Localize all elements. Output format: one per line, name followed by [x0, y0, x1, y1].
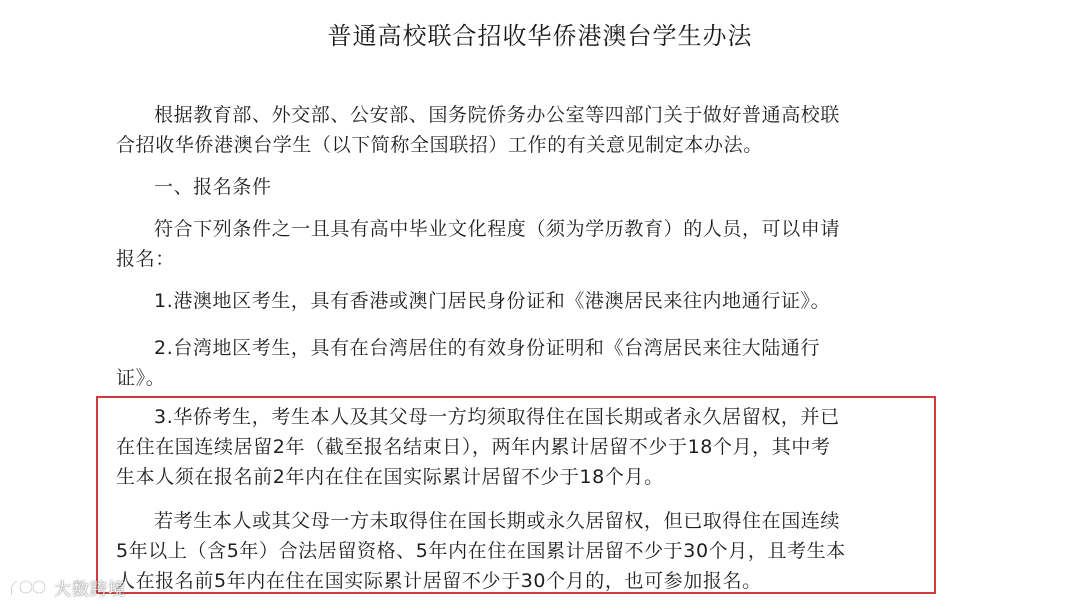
condition-3-line: 3.华侨考生，考生本人及其父母一方均须取得住在国长期或者永久居留权，并已	[154, 406, 840, 428]
watermark	[8, 575, 126, 600]
condition-3-alt-line: 若考生本人或其父母一方未取得住在国长期或永久居留权，但已取得住在国连续	[154, 510, 841, 532]
condition-1-paragraph	[116, 286, 936, 316]
condition-3-alt-line: 5年以上（含5年）合法居留资格、5年内在住在国累计居留不少于30个月，且考生本	[116, 540, 846, 562]
intro-paragraph	[116, 100, 936, 160]
intro-line: 根据教育部、外交部、公安部、国务院侨务办公室等四部门关于做好普通高校联	[154, 104, 841, 126]
condition-2-paragraph	[116, 333, 936, 393]
eligibility-intro-paragraph	[116, 214, 936, 274]
section-heading-text: 一、报名条件	[154, 176, 272, 198]
condition-3-alt-line: 人在报名前5年内在住在国实际累计居留不少于30个月的，也可参加报名。	[116, 570, 762, 592]
section-heading	[116, 172, 936, 202]
condition-3-line: 在住在国连续居留2年（截至报名结束日），两年内累计居留不少于18个月，其中考	[116, 436, 831, 458]
condition-3-line: 生本人须在报名前2年内在住在国实际累计居留不少于18个月。	[116, 466, 664, 488]
eligibility-intro-line: 报名：	[116, 248, 175, 270]
condition-1-line: 1.港澳地区考生，具有香港或澳门居民身份证和《港澳居民来往内地通行证》。	[154, 290, 831, 312]
dashuju-logo-icon	[8, 577, 48, 599]
condition-2-line: 2.台湾地区考生，具有在台湾居住的有效身份证明和《台湾居民来往大陆通行	[154, 337, 821, 359]
document-title: 普通高校联合招收华侨港澳台学生办法	[327, 22, 753, 50]
watermark-text: 大数跨境	[54, 580, 126, 600]
eligibility-intro-line: 符合下列条件之一且具有高中毕业文化程度（须为学历教育）的人员，可以申请	[154, 218, 841, 240]
condition-3-paragraph	[116, 402, 936, 492]
condition-3-alt-paragraph	[116, 506, 936, 596]
condition-2-line: 证》。	[116, 367, 166, 389]
intro-line: 合招收华侨港澳台学生（以下简称全国联招）工作的有关意见制定本办法。	[116, 134, 763, 156]
